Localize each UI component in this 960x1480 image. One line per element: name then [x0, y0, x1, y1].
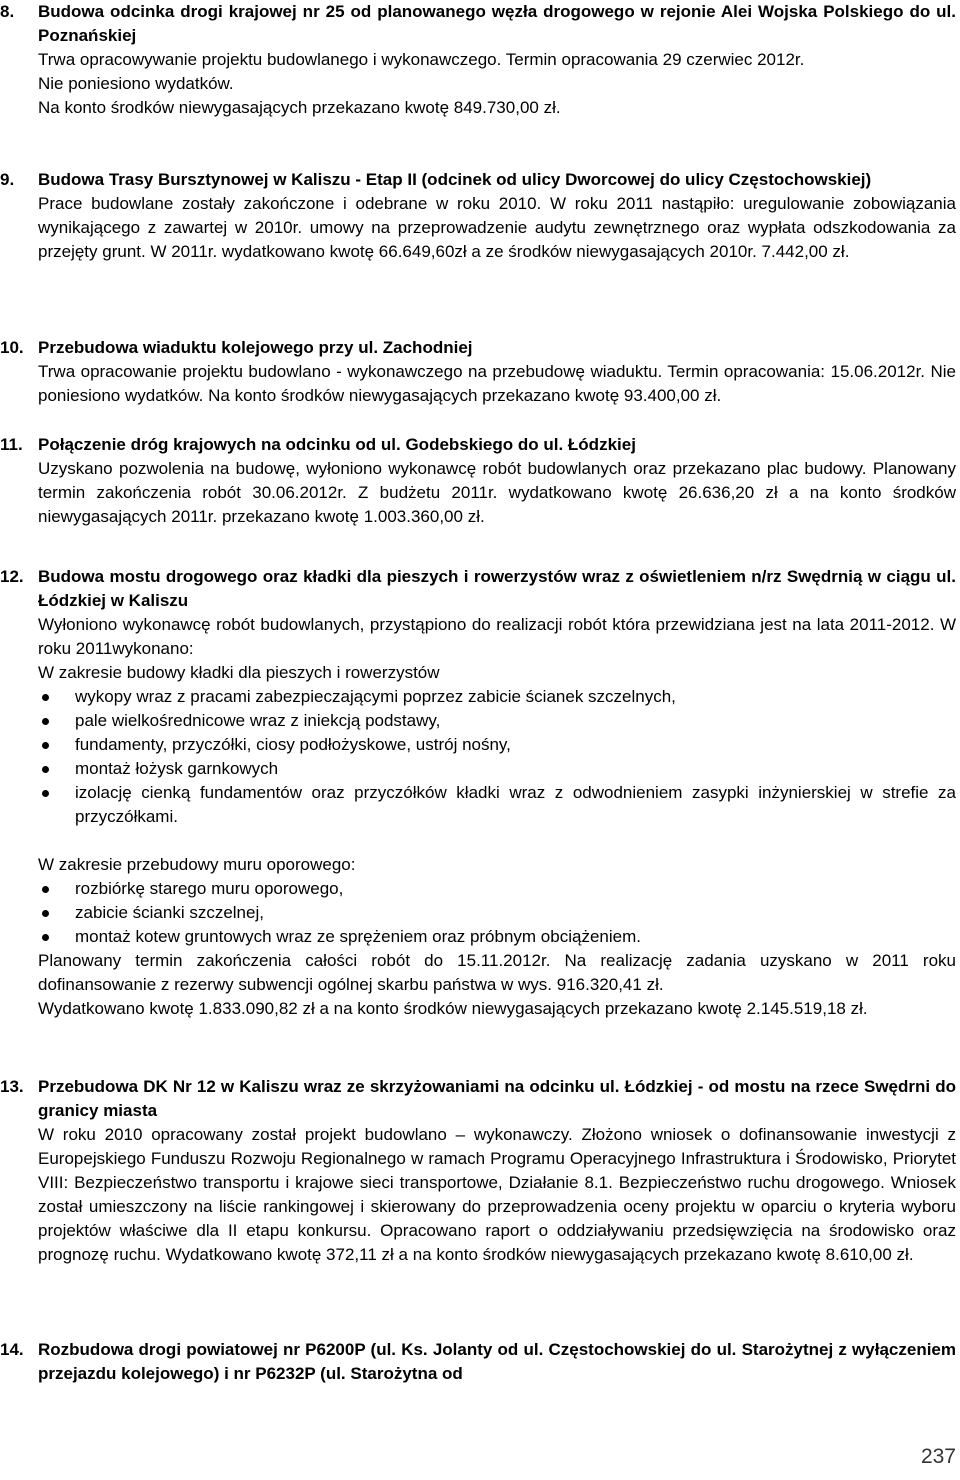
list-item: [38, 877, 956, 901]
list-item: [38, 733, 956, 757]
bullet-icon: [42, 694, 49, 701]
bullet-icon: [42, 886, 49, 893]
section-title: Budowa odcinka drogi krajowej nr 25 od planowanego węzła drogowego w rejonie Alei Wojska Polskiego do ul. Poznańskiej: [38, 2, 956, 45]
bullet-icon: [42, 718, 49, 725]
paragraph: W zakresie budowy kładki dla pieszych i rowerzystów: [38, 663, 440, 682]
section-content: [38, 0, 956, 120]
section-title: Rozbudowa drogi powiatowej nr P6200P (ul. Ks. Jolanty od ul. Częstochowskiej do ul. Starożytnej z wyłączeniem przejazdu kolejowego) i nr P6232P (ul. Starożytna od: [38, 1340, 956, 1383]
section-title: Budowa mostu drogowego oraz kładki dla pieszych i rowerzystów wraz z oświetleniem n/rz Swędrnią w ciągu ul. Łódzkiej w Kaliszu: [38, 567, 956, 610]
list-item: [38, 685, 956, 709]
section-content: [38, 1075, 956, 1267]
bullet-icon: [42, 766, 49, 773]
section-number: 8.: [0, 2, 15, 21]
paragraph: Na konto środków niewygasających przekazano kwotę 849.730,00 zł.: [38, 98, 561, 117]
list-item-text: rozbiórkę starego muru oporowego,: [75, 879, 344, 898]
paragraph: Prace budowlane zostały zakończone i odebrane w roku 2010. W roku 2011 nastąpiło: uregulowanie zobowiązania wynikającego z zawartej w 2010r. umowy na przeprowadzenie audytu zewnętrznego oraz wypłata odszkodowania za przejęty grunt. W 2011r. wydatkowano kwotę 66.649,60zł a ze środków niewygasających 2010r. 7.442,00 zł.: [38, 194, 956, 261]
section-title: Przebudowa DK Nr 12 w Kaliszu wraz ze skrzyżowaniami na odcinku ul. Łódzkiej - od mostu na rzece Swędrni do granicy miasta: [38, 1077, 956, 1120]
section-12: [0, 565, 956, 1021]
list-item: [38, 925, 956, 949]
section-number: 12.: [0, 567, 24, 586]
section-14: [0, 1338, 956, 1386]
section-10: [0, 336, 956, 408]
section-13: [0, 1075, 956, 1267]
list-item: [38, 757, 956, 781]
bullet-icon: [42, 910, 49, 917]
list-item-text: montaż kotew gruntowych wraz ze sprężeniem oraz próbnym obciążeniem.: [75, 927, 641, 946]
list-item-text: wykopy wraz z pracami zabezpieczającymi poprzez zabicie ścianek szczelnych,: [75, 687, 676, 706]
bullet-icon: [42, 790, 49, 797]
bullet-icon: [42, 742, 49, 749]
bullet-icon: [42, 934, 49, 941]
section-11: [0, 433, 956, 529]
paragraph: Planowany termin zakończenia całości robót do 15.11.2012r. Na realizację zadania uzyskano w 2011 roku dofinansowanie z rezerwy subwencji ogólnej skarbu państwa w wys. 916.320,41 zł.: [38, 951, 956, 994]
paragraph: Wyłoniono wykonawcę robót budowlanych, przystąpiono do realizacji robót która przewidziana jest na lata 2011-2012. W roku 2011wykonano:: [38, 615, 956, 658]
list-item-text: montaż łożysk garnkowych: [75, 759, 279, 778]
paragraph: Trwa opracowanie projektu budowlano - wykonawczego na przebudowę wiaduktu. Termin opracowania: 15.06.2012r. Nie poniesiono wydatków. Na konto środków niewygasających przekazano kwotę 93.400,00 zł.: [38, 362, 956, 405]
list-item-text: fundamenty, przyczółki, ciosy podłożyskowe, ustrój nośny,: [75, 735, 511, 754]
section-number: 14.: [0, 1340, 24, 1359]
section-content: [38, 168, 956, 264]
list-item: [38, 781, 956, 829]
list-item: [38, 901, 956, 925]
section-number: 11.: [0, 435, 23, 454]
bullet-list: [38, 685, 956, 829]
paragraph: Uzyskano pozwolenia na budowę, wyłoniono wykonawcę robót budowlanych oraz przekazano plac budowy. Planowany termin zakończenia robót 30.06.2012r. Z budżetu 2011r. wydatkowano kwotę 26.636,20 zł a na konto środków niewygasających 2011r. przekazano kwotę 1.003.360,00 zł.: [38, 459, 956, 526]
section-title: Budowa Trasy Bursztynowej w Kaliszu - Etap II (odcinek od ulicy Dworcowej do ulicy Częstochowskiej): [38, 170, 872, 189]
section-title: Przebudowa wiaduktu kolejowego przy ul. Zachodniej: [38, 338, 473, 357]
section-number: 13.: [0, 1077, 24, 1096]
paragraph: Nie poniesiono wydatków.: [38, 74, 234, 93]
paragraph: Wydatkowano kwotę 1.833.090,82 zł a na konto środków niewygasających przekazano kwotę 2.145.519,18 zł.: [38, 999, 868, 1018]
section-8: [0, 0, 956, 120]
section-content: [38, 565, 956, 1021]
bullet-list: [38, 877, 956, 949]
section-number: 10.: [0, 338, 24, 357]
section-title: Połączenie dróg krajowych na odcinku od ul. Godebskiego do ul. Łódzkiej: [38, 435, 636, 454]
list-item-text: zabicie ścianki szczelnej,: [75, 903, 264, 922]
section-content: [38, 1338, 956, 1386]
section-content: [38, 336, 956, 408]
list-item-text: izolację cienką fundamentów oraz przyczółków kładki wraz z odwodnieniem zasypki inżynierskiej w strefie za przyczółkami.: [75, 783, 956, 826]
paragraph: W zakresie przebudowy muru oporowego:: [38, 855, 356, 874]
paragraph: Trwa opracowywanie projektu budowlanego i wykonawczego. Termin opracowania 29 czerwiec 2012r.: [38, 50, 805, 69]
section-content: [38, 433, 956, 529]
section-9: [0, 168, 956, 264]
page-number: 237: [920, 1445, 956, 1468]
list-item: [38, 709, 956, 733]
list-item-text: pale wielkośrednicowe wraz z iniekcją podstawy,: [75, 711, 441, 730]
paragraph: W roku 2010 opracowany został projekt budowlano – wykonawczy. Złożono wniosek o dofinansowanie inwestycji z Europejskiego Funduszu Rozwoju Regionalnego w ramach Programu Operacyjnego Infrastruktura i Środowisko, Priorytet VIII: Bezpieczeństwo transportu i krajowe sieci transportowe, Działanie 8.1. Bezpieczeństwo ruchu drogowego. Wniosek został umieszczony na liście rankingowej i skierowany do przeprowadzenia oceny projektu w oparciu o kryteria wyboru projektów właściwe dla II etapu konkursu. Opracowano raport o oddziaływaniu przedsięwzięcia na środowisko oraz prognozę ruchu. Wydatkowano kwotę 372,11 zł a na konto środków niewygasających przekazano kwotę 8.610,00 zł.: [38, 1125, 956, 1264]
section-number: 9.: [0, 170, 15, 189]
